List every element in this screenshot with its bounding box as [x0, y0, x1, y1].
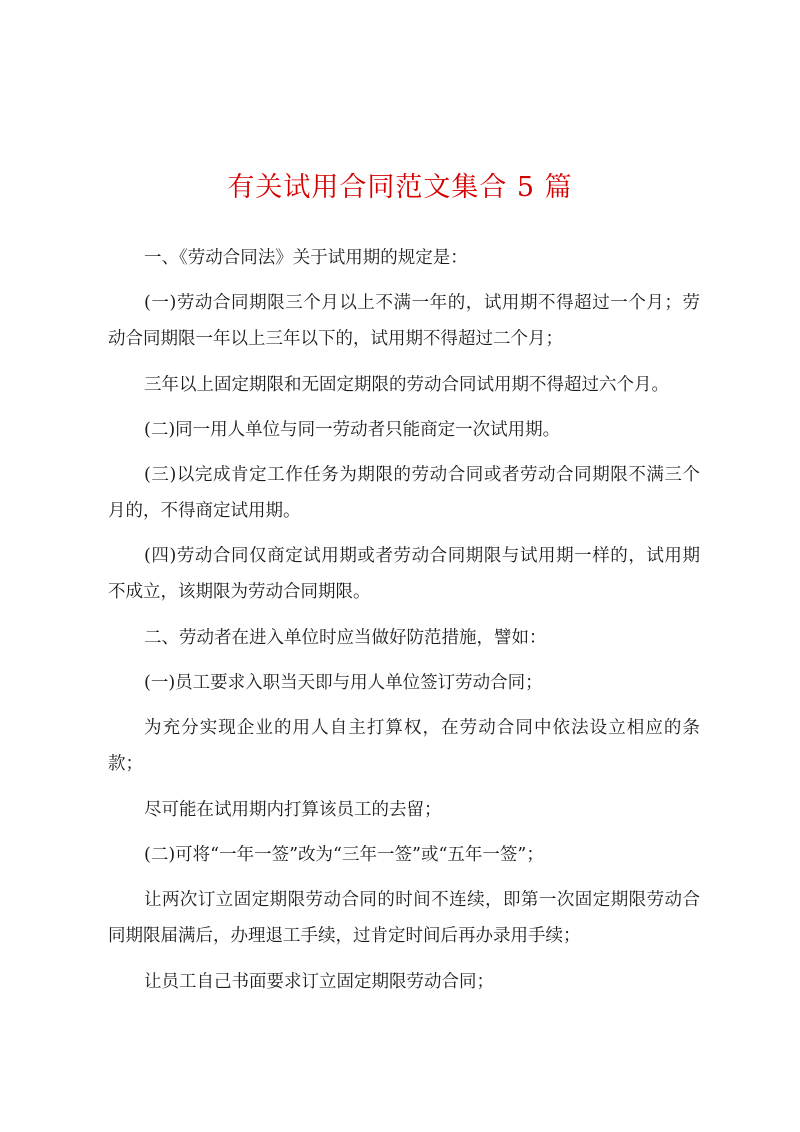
document-body	[108, 240, 700, 1009]
paragraph: (二)可将“一年一签”改为“三年一签”或“五年一签”；	[144, 844, 544, 865]
paragraph: 尽可能在试用期内打算该员工的去留；	[144, 799, 442, 820]
paragraph: 二、劳动者在进入单位时应当做好防范措施，譬如：	[144, 627, 547, 648]
paragraph: (一)员工要求入职当天即与用人单位签订劳动合同；	[144, 673, 543, 694]
paragraph: 让两次订立固定期限劳动合同的时间不连续，即第一次固定期限劳动合同期限届满后，办理退工手续，过肯定时间后再办录用手续；	[108, 890, 700, 947]
paragraph: 三年以上固定期限和无固定期限的劳动合同试用期不得超过六个月。	[144, 374, 669, 395]
document-title: 有关试用合同范文集合 5 篇	[227, 172, 573, 203]
paragraph: (三)以完成肯定工作任务为期限的劳动合同或者劳动合同期限不满三个月的，不得商定试用期。	[108, 465, 700, 522]
paragraph: 为充分实现企业的用人自主打算权，在劳动合同中依法设立相应的条款；	[108, 718, 700, 775]
paragraph: 让员工自己书面要求订立固定期限劳动合同；	[144, 971, 494, 992]
paragraph: (四)劳动合同仅商定试用期或者劳动合同期限与试用期一样的，试用期不成立，该期限为劳动合同期限。	[108, 546, 700, 603]
paragraph: (二)同一用人单位与同一劳动者只能商定一次试用期。	[144, 419, 561, 440]
paragraph: 一、《劳动合同法》关于试用期的规定是：	[144, 248, 468, 268]
paragraph: (一)劳动合同期限三个月以上不满一年的，试用期不得超过一个月；劳动合同期限一年以上三年以下的，试用期不得超过二个月；	[108, 293, 700, 350]
